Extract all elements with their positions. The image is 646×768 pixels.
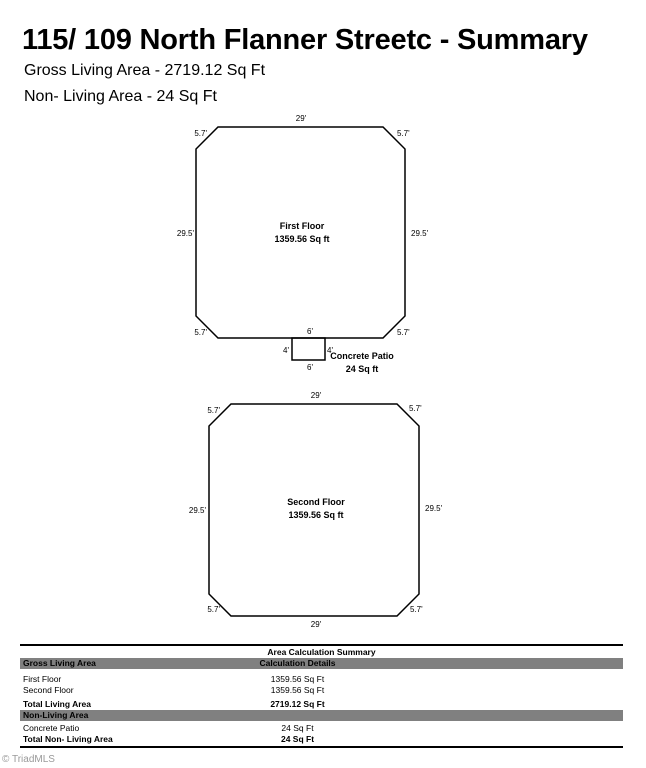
row-name: Concrete Patio [23, 723, 80, 733]
row-value: 24 Sq Ft [281, 723, 314, 733]
gross-living-area-summary: Gross Living Area - 2719.12 Sq Ft [24, 62, 266, 79]
patio-label: Concrete Patio [330, 351, 394, 361]
total-nonliving-value: 24 Sq Ft [280, 734, 315, 744]
first-floor-corner-br: 5.7' [397, 328, 410, 337]
second-floor-corner-tr: 5.7' [409, 404, 422, 413]
first-floor-corner-bl: 5.7' [194, 328, 207, 337]
gla-header: Gross Living Area [23, 658, 96, 668]
second-floor-corner-bl: 5.7' [207, 605, 220, 614]
patio-dim-top: 6' [307, 327, 313, 336]
first-floor-label: First Floor [279, 221, 325, 231]
table-row [20, 674, 623, 685]
second-floor-corner-br: 5.7' [410, 605, 423, 614]
second-floor-dim-left: 29.5' [188, 506, 206, 515]
first-floor-dim-right: 29.5' [411, 229, 429, 238]
first-floor-dim-top: 29' [295, 114, 307, 123]
total-nonliving-label: Total Non- Living Area [23, 734, 113, 744]
patio-outline [292, 338, 325, 360]
second-floor-dim-bottom: 29' [310, 620, 322, 629]
table-bottom-rule [20, 746, 623, 748]
second-floor-area: 1359.56 Sq ft [288, 510, 344, 520]
first-floor-corner-tl: 5.7' [194, 129, 207, 138]
nla-header: Non-Living Area [23, 710, 89, 720]
first-floor-area: 1359.56 Sq ft [274, 234, 330, 244]
total-living-value: 2719.12 Sq Ft [270, 699, 325, 709]
second-floor-dim-top: 29' [310, 391, 322, 400]
total-nonliving-row [20, 734, 623, 745]
patio-dim-left: 4' [283, 346, 289, 355]
table-row [20, 723, 623, 734]
row-name: First Floor [23, 674, 62, 684]
first-floor-outline [196, 127, 405, 338]
watermark: © TriadMLS [2, 754, 55, 765]
table-row [20, 685, 623, 696]
area-calculation-table [20, 644, 623, 748]
first-floor-corner-tr: 5.7' [397, 129, 410, 138]
patio-dim-bottom: 6' [307, 363, 313, 372]
table-caption: Area Calculation Summary [267, 647, 376, 657]
page-title: 115/ 109 North Flanner Streetc - Summary [22, 24, 588, 56]
gla-header-row [20, 658, 623, 669]
total-living-label: Total Living Area [23, 699, 92, 709]
row-name: Second Floor [23, 685, 74, 695]
first-floor-dim-left: 29.5' [176, 229, 194, 238]
second-floor-corner-tl: 5.7' [207, 406, 220, 415]
row-value: 1359.56 Sq Ft [270, 674, 325, 684]
patio-area: 24 Sq ft [345, 364, 379, 374]
second-floor-dim-right: 29.5' [425, 504, 443, 513]
second-floor-label: Second Floor [287, 497, 345, 507]
total-living-row [20, 699, 623, 710]
row-value: 1359.56 Sq Ft [270, 685, 325, 695]
calc-header: Calculation Details [259, 658, 336, 668]
non-living-area-summary: Non- Living Area - 24 Sq Ft [24, 88, 217, 105]
patio-dim-right: 4' [327, 346, 333, 355]
nla-header-row [20, 710, 623, 721]
